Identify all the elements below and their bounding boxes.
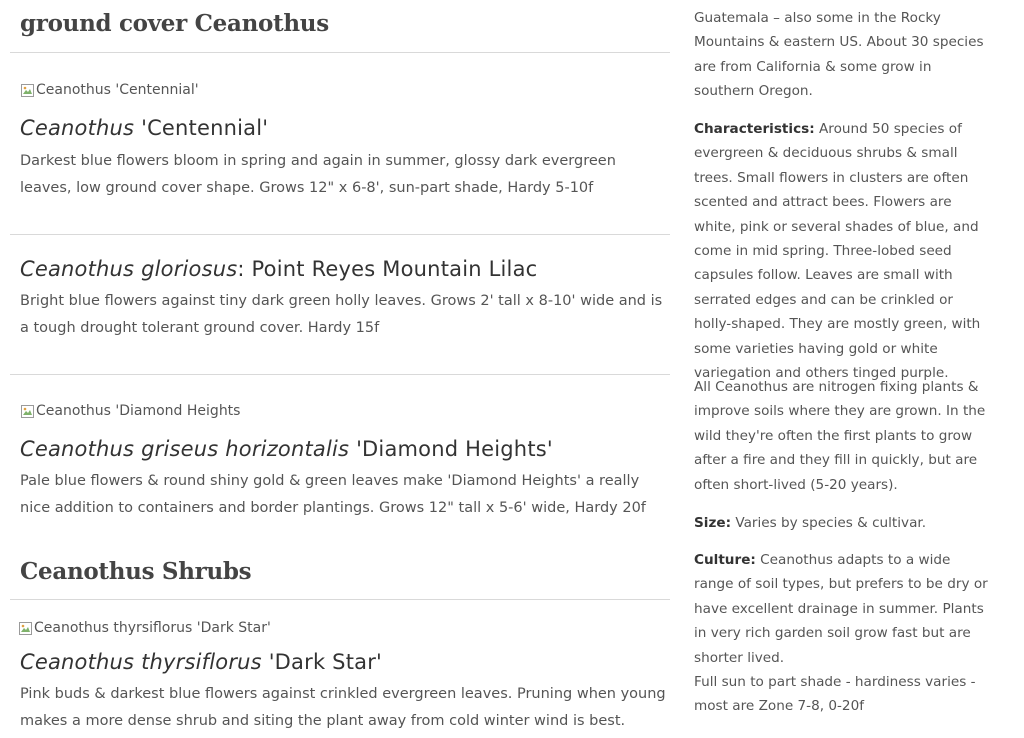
plant-description: Darkest blue flowers bloom in spring and again in summer, glossy dark evergreen leaves, low ground cover shape. Grows 12" x 6-8', sun-part shade, Hardy 5-10f (20, 153, 616, 196)
plant-cultivar-name: 'Centennial' (134, 116, 269, 140)
divider (10, 52, 670, 53)
divider (10, 234, 670, 235)
divider (10, 374, 670, 375)
size-text: Varies by species & cultivar. (731, 515, 927, 531)
plant-title (20, 650, 382, 674)
characteristics-label: Characteristics: (694, 121, 815, 137)
plant-description: Bright blue flowers against tiny dark green holly leaves. Grows 2' tall x 8-10' wide and is a tough drought tolerant ground cover. Hardy 15f (20, 293, 663, 336)
sidebar-intro: Guatemala – also some in the Rocky Mountains & eastern US. About 30 species are from California & some grow in southern Oregon. (694, 10, 984, 100)
plant-image-centennial (21, 82, 199, 98)
plant-image-dark-star (19, 620, 271, 636)
plant-common-name: : Point Reyes Mountain Lilac (237, 257, 538, 281)
plant-cultivar-name: 'Diamond Heights' (349, 437, 553, 461)
sidebar-nitrogen: All Ceanothus are nitrogen fixing plants & improve soils where they are grown. In the wild they're often the first plants to grow after a fire and they fill in quickly, but are often short-lived (5-20 years). (694, 379, 986, 493)
divider (10, 599, 670, 600)
plant-description: Pink buds & darkest blue flowers against crinkled evergreen leaves. Pruning when young makes a more dense shrub and siting the plant away from cold winter wind is best. (20, 686, 666, 729)
plant-cultivar-name: 'Dark Star' (261, 650, 383, 674)
sidebar-culture (694, 548, 994, 670)
plant-botanical-name: Ceanothus (20, 116, 135, 140)
broken-image-icon (21, 84, 34, 97)
culture-text: Ceanothus adapts to a wide range of soil types, but prefers to be dry or have excellent drainage in summer. Plants in very rich garden soil grow fast but are shorter lived. (694, 552, 988, 666)
plant-image-alt-text: Ceanothus 'Diamond Heights (36, 403, 241, 419)
section-heading-ground-cover: ground cover Ceanothus (20, 10, 329, 37)
plant-botanical-name: Ceanothus thyrsiflorus (20, 650, 262, 674)
plant-title (20, 116, 268, 140)
section-heading-shrubs: Ceanothus Shrubs (20, 558, 252, 585)
plant-botanical-name: Ceanothus griseus horizontalis (20, 437, 350, 461)
sidebar-sun: Full sun to part shade - hardiness varies - most are Zone 7-8, 0-20f (694, 674, 976, 715)
sidebar-characteristics (694, 117, 994, 385)
culture-label: Culture: (694, 552, 756, 568)
size-label: Size: (694, 515, 732, 531)
plant-image-alt-text: Ceanothus thyrsiflorus 'Dark Star' (34, 620, 271, 636)
plant-image-diamond-heights (21, 403, 240, 419)
plant-image-alt-text: Ceanothus 'Centennial' (36, 82, 199, 98)
sidebar-size (694, 511, 994, 535)
plant-description: Pale blue flowers & round shiny gold & green leaves make 'Diamond Heights' a really nice addition to containers and border plantings. Grows 12" tall x 5-6' wide, Hardy 20f (20, 473, 646, 516)
characteristics-text: Around 50 species of evergreen & deciduous shrubs & small trees. Small flowers in clusters are often scented and attract bees. Flowers are white, pink or several shades of blue, and come in mid spring. Three-lobed seed capsules follow. Leaves are small with serrated edges and can be crinkled or holly-shaped. They are mostly green, with some varieties having gold or white variegation and others tinged purple. (694, 121, 981, 382)
broken-image-icon (21, 405, 34, 418)
broken-image-icon (19, 622, 32, 635)
plant-title (20, 257, 537, 281)
plant-title (20, 437, 553, 461)
plant-botanical-name: Ceanothus gloriosus (20, 257, 238, 281)
